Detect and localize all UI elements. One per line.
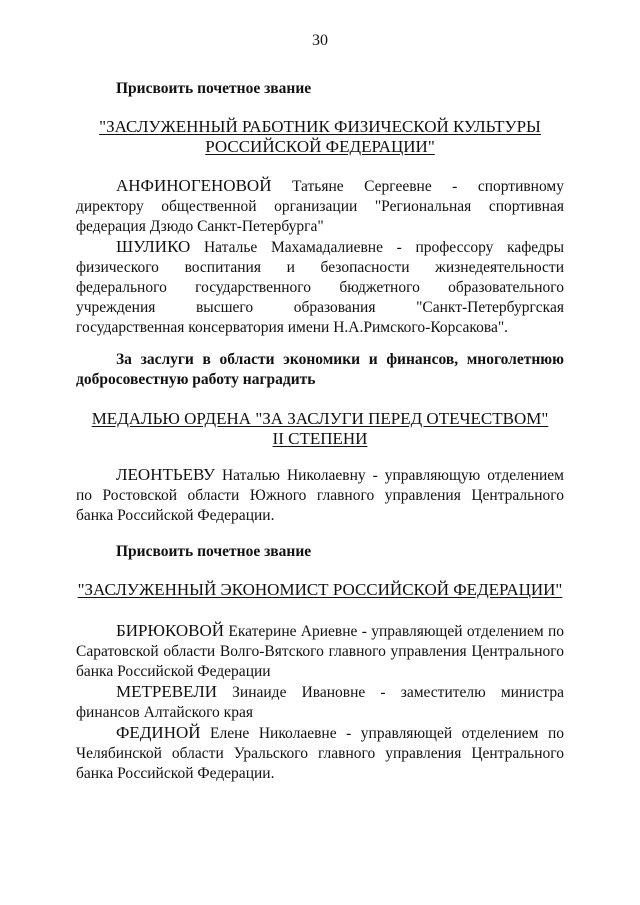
section2-entries xyxy=(76,465,564,526)
recipient-details: Елене Николаевне - управляющей отделением по Челябинской области Уральского главного управления Центрального банка Российской Федерации. xyxy=(76,725,564,782)
section1-entries xyxy=(76,176,564,338)
section1-title-line2: РОССИЙСКОЙ ФЕДЕРАЦИИ" xyxy=(205,137,435,156)
award-entry xyxy=(76,621,564,682)
section3-entries xyxy=(76,621,564,784)
award-entry xyxy=(76,237,564,338)
recipient-details: Екатерине Ариевне - управляющей отделением по Саратовской области Волго-Вятского главного управления Центрального банка Российской Федерации xyxy=(76,623,564,680)
award-entry xyxy=(76,682,564,723)
section3-title-line1: "ЗАСЛУЖЕННЫЙ ЭКОНОМИСТ РОССИЙСКОЙ ФЕДЕРАЦИИ" xyxy=(77,580,563,599)
recipient-details: Татьяне Сергеевне - спортивному директору общественной организации "Региональная спортивная федерация Дзюдо Санкт-Петербурга" xyxy=(76,178,564,235)
recipient-name: ШУЛИКО xyxy=(116,237,191,256)
section1-title xyxy=(0,117,640,157)
recipient-name: ФЕДИНОЙ xyxy=(116,723,201,742)
recipient-name: АНФИНОГЕНОВОЙ xyxy=(116,176,272,195)
award-entry xyxy=(76,176,564,237)
recipient-details: Зинаиде Ивановне - заместителю министра финансов Алтайского края xyxy=(76,684,564,721)
section1-heading: Присвоить почетное звание xyxy=(116,80,312,97)
section2-intro: За заслуги в области экономики и финансов, многолетнюю добросовестную работу наградить xyxy=(76,351,564,388)
section1-title-line1: "ЗАСЛУЖЕННЫЙ РАБОТНИК ФИЗИЧЕСКОЙ КУЛЬТУРЫ xyxy=(99,117,541,136)
recipient-details: Наталье Махамадалиевне - профессору кафедры физического воспитания и безопасности жизнедеятельности федерального государственного бюджетного образовательного учреждения высшего образования "Санкт-Петербургская государственная консерватория имени Н.А.Римского-Корсакова". xyxy=(76,239,564,336)
section2-title xyxy=(0,409,640,449)
section2-title-line1: МЕДАЛЬЮ ОРДЕНА "ЗА ЗАСЛУГИ ПЕРЕД ОТЕЧЕСТВОМ" xyxy=(91,409,549,428)
award-entry xyxy=(76,723,564,784)
section2-title-line2: II СТЕПЕНИ xyxy=(272,429,368,448)
section3-heading: Присвоить почетное звание xyxy=(116,543,312,560)
recipient-name: МЕТРЕВЕЛИ xyxy=(116,682,218,701)
page-number: 30 xyxy=(312,32,328,49)
recipient-name: БИРЮКОВОЙ xyxy=(116,621,225,640)
recipient-details: Наталью Николаевну - управляющую отделением по Ростовской области Южного главного управления Центрального банка Российской Федерации. xyxy=(76,467,564,524)
recipient-name: ЛЕОНТЬЕВУ xyxy=(116,465,215,484)
section3-title xyxy=(0,580,640,600)
award-entry xyxy=(76,465,564,526)
